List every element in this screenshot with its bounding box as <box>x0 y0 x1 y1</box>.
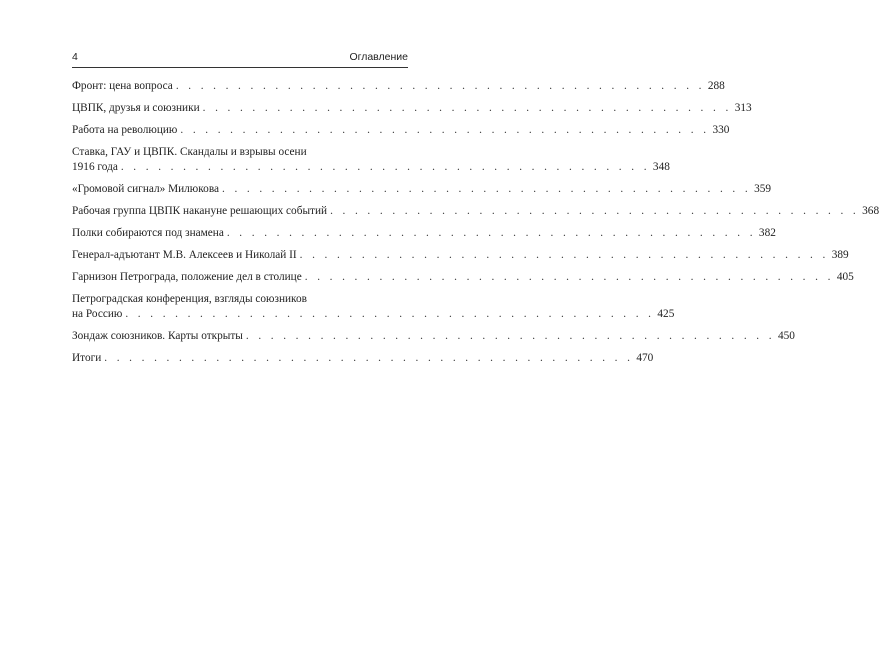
toc-entry-page: 288 <box>707 80 725 92</box>
running-head <box>72 49 408 67</box>
leader-dots: . . . . . . . . . . . . . . . . . . . . . . . . . . . . . . . . . . . . . . . . . . . <box>175 80 705 92</box>
header-rule <box>72 67 408 68</box>
toc-entry-page: 368 <box>862 205 879 217</box>
leader-dots: . . . . . . . . . . . . . . . . . . . . . . . . . . . . . . . . . . . . . . . . . . . <box>299 249 829 261</box>
toc-entry-page: 450 <box>777 330 795 342</box>
toc-entry <box>72 329 795 344</box>
toc-entry-title: Работа на революцию <box>72 124 178 136</box>
toc-entry-title-line1: Ставка, ГАУ и ЦВПК. Скандалы и взрывы осени <box>72 146 307 158</box>
toc-entry-title: Фронт: цена вопроса <box>72 80 173 92</box>
toc-entry <box>72 145 670 175</box>
leader-dots: . . . . . . . . . . . . . . . . . . . . . . . . . . . . . . . . . . . . . . . . . . . <box>330 205 860 217</box>
toc-entry <box>72 79 725 94</box>
toc-entry <box>72 123 730 138</box>
leader-dots: . . . . . . . . . . . . . . . . . . . . . . . . . . . . . . . . . . . . . . . . . . . <box>120 161 650 173</box>
toc-entry-page: 470 <box>636 352 654 364</box>
leader-dots: . . . . . . . . . . . . . . . . . . . . . . . . . . . . . . . . . . . . . . . . . . . <box>226 227 756 239</box>
toc-entry <box>72 292 675 322</box>
toc-entry-title: Итоги <box>72 352 102 364</box>
toc-entry-page: 313 <box>734 102 752 114</box>
leader-dots: . . . . . . . . . . . . . . . . . . . . . . . . . . . . . . . . . . . . . . . . . . . <box>304 271 834 283</box>
toc-entry-page: 348 <box>652 161 670 173</box>
toc-entry-page: 359 <box>754 183 772 195</box>
leader-dots: . . . . . . . . . . . . . . . . . . . . . . . . . . . . . . . . . . . . . . . . . . . <box>104 352 634 364</box>
toc-entry-title: Рабочая группа ЦВПК накануне решающих событий <box>72 205 328 217</box>
leader-dots: . . . . . . . . . . . . . . . . . . . . . . . . . . . . . . . . . . . . . . . . . . . <box>245 330 775 342</box>
toc-entry <box>72 182 772 197</box>
toc-entry <box>72 270 854 285</box>
toc-entry-title-line2: на Россию <box>72 308 123 320</box>
toc-entry-page: 389 <box>831 249 849 261</box>
toc-entry-page: 425 <box>657 308 675 320</box>
toc-entry <box>72 248 849 263</box>
toc-entry-page: 330 <box>712 124 730 136</box>
toc-entry-page: 405 <box>836 271 854 283</box>
leader-dots: . . . . . . . . . . . . . . . . . . . . . . . . . . . . . . . . . . . . . . . . . . . <box>180 124 710 136</box>
table-of-contents <box>72 79 879 373</box>
leader-dots: . . . . . . . . . . . . . . . . . . . . . . . . . . . . . . . . . . . . . . . . . . . <box>222 183 752 195</box>
toc-entry-title: Гарнизон Петрограда, положение дел в столице <box>72 271 302 283</box>
toc-entry-title: Генерал-адъютант М.В. Алексеев и Николай II <box>72 249 297 261</box>
toc-entry-title: ЦВПК, друзья и союзники <box>72 102 200 114</box>
running-title: Оглавление <box>349 51 408 63</box>
toc-entry <box>72 204 879 219</box>
leader-dots: . . . . . . . . . . . . . . . . . . . . . . . . . . . . . . . . . . . . . . . . . . . <box>202 102 732 114</box>
toc-entry-page: 382 <box>758 227 776 239</box>
toc-entry-title: Полки собираются под знамена <box>72 227 224 239</box>
toc-entry-title-line2: 1916 года <box>72 161 118 173</box>
page-number: 4 <box>72 51 78 63</box>
toc-entry-title: «Громовой сигнал» Милюкова <box>72 183 220 195</box>
toc-entry <box>72 101 752 116</box>
toc-entry <box>72 351 654 366</box>
toc-entry <box>72 226 776 241</box>
toc-entry-title-line1: Петроградская конференция, взгляды союзников <box>72 293 307 305</box>
leader-dots: . . . . . . . . . . . . . . . . . . . . . . . . . . . . . . . . . . . . . . . . . . . <box>125 308 655 320</box>
toc-entry-title: Зондаж союзников. Карты открыты <box>72 330 243 342</box>
